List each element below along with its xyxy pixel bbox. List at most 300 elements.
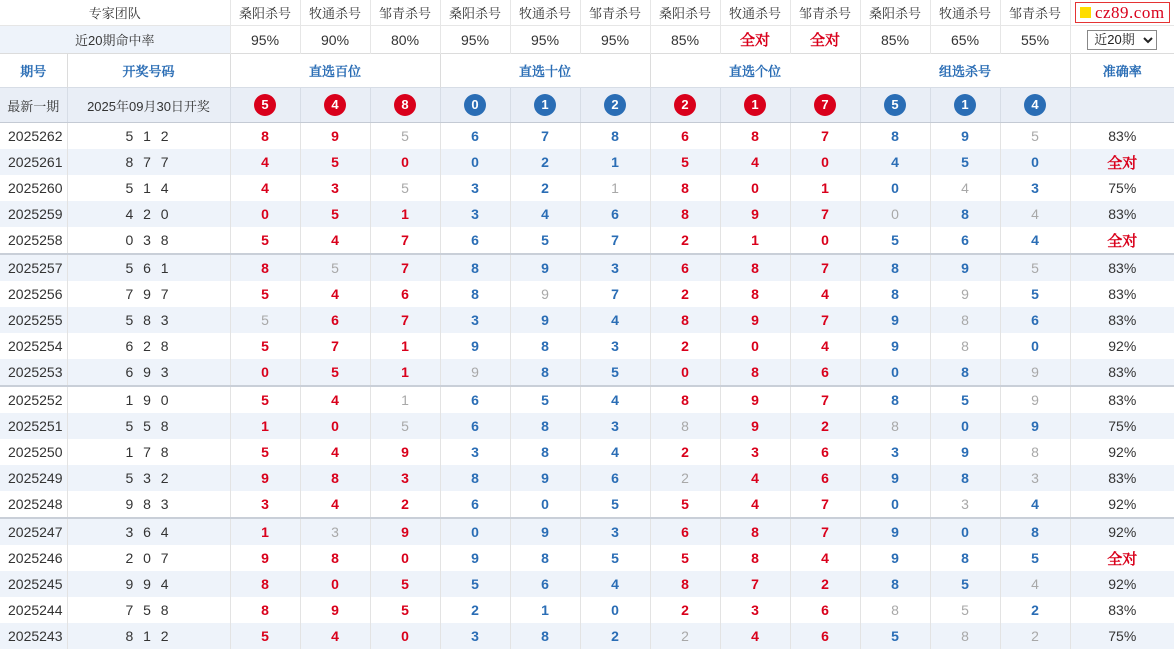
kill-number: 8 xyxy=(930,623,1000,649)
kill-number: 9 xyxy=(510,518,580,545)
kill-number: 8 xyxy=(510,359,580,386)
kill-number: 5 xyxy=(300,201,370,227)
kill-number: 3 xyxy=(440,439,510,465)
kill-number: 1 xyxy=(230,413,300,439)
draw-number: 7 5 8 xyxy=(67,597,230,623)
kill-number: 8 xyxy=(510,333,580,359)
kill-number: 5 xyxy=(370,571,440,597)
kill-number: 2 xyxy=(650,439,720,465)
kill-number: 8 xyxy=(860,571,930,597)
kill-number: 5 xyxy=(300,359,370,386)
kill-number: 4 xyxy=(790,281,860,307)
kill-number: 0 xyxy=(720,175,790,201)
issue-number: 2025254 xyxy=(8,338,63,354)
kill-number: 5 xyxy=(1000,281,1070,307)
draw-number: 4 2 0 xyxy=(67,201,230,227)
period-select-cell xyxy=(1070,26,1174,54)
draw-number: 6 9 3 xyxy=(67,359,230,386)
kill-number: 0 xyxy=(720,333,790,359)
issue-number: 2025252 xyxy=(0,386,67,413)
accuracy-value: 92% xyxy=(1070,571,1174,597)
kill-number: 9 xyxy=(720,307,790,333)
kill-number: 9 xyxy=(860,307,930,333)
ball-cell xyxy=(370,88,440,123)
site-logo[interactable] xyxy=(1075,2,1170,23)
kill-number: 8 xyxy=(510,439,580,465)
kill-number: 6 xyxy=(440,386,510,413)
kill-number: 0 xyxy=(790,149,860,175)
hit-rate-label: 近20期命中率 xyxy=(0,26,230,54)
kill-number: 9 xyxy=(440,545,510,571)
kill-number: 6 xyxy=(1000,307,1070,333)
accuracy-value: 83% xyxy=(1070,307,1174,333)
kill-number: 3 xyxy=(580,518,650,545)
draw-number: 5 1 4 xyxy=(67,175,230,201)
kill-number: 7 xyxy=(790,491,860,518)
kill-number: 6 xyxy=(790,623,860,649)
kill-number: 4 xyxy=(790,333,860,359)
table-row xyxy=(0,571,1174,597)
ball-cell xyxy=(650,88,720,123)
kill-number: 3 xyxy=(1000,465,1070,491)
table-row xyxy=(0,333,1174,359)
team-label: 专家团队 xyxy=(0,0,230,26)
kill-number: 8 xyxy=(720,545,790,571)
issue-number: 2025251 xyxy=(0,413,67,439)
kill-number: 5 xyxy=(650,149,720,175)
kill-number: 0 xyxy=(580,597,650,623)
draw-number: 5 1 2 xyxy=(67,123,230,150)
kill-number: 6 xyxy=(440,123,510,150)
kill-number: 4 xyxy=(1000,227,1070,254)
kill-number: 1 xyxy=(720,227,790,254)
kill-number: 1 xyxy=(370,386,440,413)
kill-number: 2 xyxy=(650,333,720,359)
kill-number: 6 xyxy=(650,254,720,281)
kill-number: 8 xyxy=(720,281,790,307)
kill-number: 9 xyxy=(300,123,370,150)
accuracy-value: 75% xyxy=(1070,623,1174,649)
ball-cell xyxy=(860,88,930,123)
table-row xyxy=(0,386,1174,413)
kill-number: 3 xyxy=(580,333,650,359)
ball-cell xyxy=(440,88,510,123)
kill-number: 8 xyxy=(720,123,790,150)
ball-cell xyxy=(580,88,650,123)
kill-number: 6 xyxy=(580,465,650,491)
kill-number: 4 xyxy=(580,439,650,465)
kill-number: 5 xyxy=(1000,254,1070,281)
hit-rate: 85% xyxy=(860,26,930,54)
kill-number: 5 xyxy=(930,571,1000,597)
number-ball: 1 xyxy=(954,94,976,116)
period-select[interactable] xyxy=(1087,30,1157,50)
kill-number: 3 xyxy=(1000,175,1070,201)
kill-number: 3 xyxy=(440,201,510,227)
kill-number: 8 xyxy=(860,123,930,150)
expert-name: 邹青杀号 xyxy=(370,0,440,26)
kill-number: 0 xyxy=(1000,333,1070,359)
kill-number: 9 xyxy=(930,439,1000,465)
accuracy-value: 83% xyxy=(1070,123,1174,150)
accuracy-value: 75% xyxy=(1070,175,1174,201)
kill-number: 9 xyxy=(720,201,790,227)
accuracy-value: 83% xyxy=(1070,597,1174,623)
kill-number: 8 xyxy=(860,413,930,439)
number-ball: 4 xyxy=(1024,94,1046,116)
table-row xyxy=(0,545,1174,571)
kill-number: 4 xyxy=(1000,571,1070,597)
table-row xyxy=(0,149,1174,175)
kill-number: 0 xyxy=(370,545,440,571)
kill-number: 5 xyxy=(230,281,300,307)
kill-number: 8 xyxy=(930,201,1000,227)
hit-rate-row xyxy=(0,26,1174,54)
kill-number: 7 xyxy=(580,227,650,254)
kill-number: 7 xyxy=(790,123,860,150)
number-ball: 2 xyxy=(604,94,626,116)
draw-number: 8 1 2 xyxy=(67,623,230,649)
kill-number: 2 xyxy=(790,571,860,597)
kill-number: 9 xyxy=(510,465,580,491)
table-row xyxy=(0,491,1174,518)
expert-name: 牧通杀号 xyxy=(510,0,580,26)
col-issue: 期号 xyxy=(0,54,67,88)
expert-header-row xyxy=(0,0,1174,26)
kill-number: 8 xyxy=(440,465,510,491)
number-ball: 7 xyxy=(814,94,836,116)
kill-number: 5 xyxy=(230,227,300,254)
kill-number: 3 xyxy=(300,518,370,545)
kill-number: 8 xyxy=(650,307,720,333)
kill-number: 5 xyxy=(930,597,1000,623)
kill-number: 0 xyxy=(650,359,720,386)
kill-number: 5 xyxy=(370,413,440,439)
kill-number: 6 xyxy=(930,227,1000,254)
kill-number: 4 xyxy=(580,571,650,597)
table-row xyxy=(0,465,1174,491)
kill-number: 0 xyxy=(370,149,440,175)
hit-rate: 95% xyxy=(510,26,580,54)
kill-number: 5 xyxy=(580,545,650,571)
kill-number: 4 xyxy=(300,227,370,254)
kill-number: 8 xyxy=(720,254,790,281)
kill-number: 9 xyxy=(930,281,1000,307)
logo-text: cz89.com xyxy=(1094,3,1165,22)
kill-number: 2 xyxy=(650,465,720,491)
kill-number: 9 xyxy=(510,281,580,307)
kill-number: 8 xyxy=(860,386,930,413)
accuracy-value: 83% xyxy=(1070,465,1174,491)
kill-number: 5 xyxy=(510,227,580,254)
accuracy-value: 83% xyxy=(1070,281,1174,307)
table-row xyxy=(0,439,1174,465)
table-row xyxy=(0,359,1174,386)
kill-number: 0 xyxy=(790,227,860,254)
draw-number: 7 9 7 xyxy=(67,281,230,307)
hit-rate: 90% xyxy=(300,26,370,54)
col-group: 组选杀号 xyxy=(860,54,1070,88)
issue-number: 2025250 xyxy=(8,444,63,460)
table-row xyxy=(0,227,1174,254)
table-row xyxy=(0,281,1174,307)
kill-number: 9 xyxy=(930,254,1000,281)
kill-number: 4 xyxy=(300,439,370,465)
issue-number: 2025253 xyxy=(0,359,67,386)
kill-number: 8 xyxy=(1000,439,1070,465)
kill-number: 0 xyxy=(510,491,580,518)
kill-number: 8 xyxy=(650,175,720,201)
kill-number: 8 xyxy=(440,254,510,281)
issue-number: 2025244 xyxy=(8,602,63,618)
latest-issue-row xyxy=(0,88,1174,123)
hit-rate: 80% xyxy=(370,26,440,54)
kill-number: 8 xyxy=(300,465,370,491)
kill-number: 0 xyxy=(1000,149,1070,175)
kill-number: 5 xyxy=(230,386,300,413)
issue-number: 2025258 xyxy=(8,232,63,248)
latest-label: 最新一期 xyxy=(0,88,67,123)
expert-name: 牧通杀号 xyxy=(720,0,790,26)
kill-number: 2 xyxy=(440,597,510,623)
kill-number: 5 xyxy=(230,333,300,359)
draw-number: 5 6 1 xyxy=(67,254,230,281)
kill-number: 7 xyxy=(370,227,440,254)
kill-number: 3 xyxy=(860,439,930,465)
kill-number: 4 xyxy=(930,175,1000,201)
kill-number: 0 xyxy=(300,413,370,439)
hit-rate: 95% xyxy=(580,26,650,54)
kill-number: 4 xyxy=(300,623,370,649)
kill-number: 0 xyxy=(930,413,1000,439)
kill-number: 8 xyxy=(650,386,720,413)
kill-number: 0 xyxy=(860,359,930,386)
accuracy-value: 83% xyxy=(1070,254,1174,281)
kill-number: 1 xyxy=(230,518,300,545)
table-row xyxy=(0,201,1174,227)
kill-number: 4 xyxy=(230,175,300,201)
expert-name: 桑阳杀号 xyxy=(440,0,510,26)
expert-name: 牧通杀号 xyxy=(300,0,370,26)
number-ball: 2 xyxy=(674,94,696,116)
kill-number: 8 xyxy=(230,123,300,150)
kill-number: 0 xyxy=(440,518,510,545)
issue-number: 2025261 xyxy=(0,149,67,175)
kill-number: 2 xyxy=(650,597,720,623)
kill-number: 3 xyxy=(440,307,510,333)
kill-number: 8 xyxy=(930,307,1000,333)
issue-number: 2025246 xyxy=(8,550,63,566)
kill-number: 5 xyxy=(580,491,650,518)
column-header-row xyxy=(0,54,1174,88)
kill-number: 7 xyxy=(790,307,860,333)
kill-number: 3 xyxy=(930,491,1000,518)
col-hundreds: 直选百位 xyxy=(230,54,440,88)
kill-number: 0 xyxy=(860,175,930,201)
kill-number: 0 xyxy=(230,201,300,227)
kill-number: 5 xyxy=(1000,545,1070,571)
kill-number: 5 xyxy=(370,123,440,150)
accuracy-value: 92% xyxy=(1070,333,1174,359)
draw-number: 9 9 4 xyxy=(67,571,230,597)
kill-number: 8 xyxy=(230,254,300,281)
kill-number: 5 xyxy=(930,149,1000,175)
kill-number: 5 xyxy=(230,307,300,333)
kill-number: 9 xyxy=(510,254,580,281)
kill-number: 0 xyxy=(370,623,440,649)
kill-number: 2 xyxy=(1000,597,1070,623)
accuracy-value: 92% xyxy=(1070,518,1174,545)
kill-number: 2 xyxy=(370,491,440,518)
kill-number: 1 xyxy=(370,201,440,227)
kill-number: 1 xyxy=(510,597,580,623)
draw-number: 5 8 3 xyxy=(67,307,230,333)
kill-number: 7 xyxy=(580,281,650,307)
kill-number: 3 xyxy=(300,175,370,201)
kill-number: 0 xyxy=(930,518,1000,545)
kill-number: 8 xyxy=(230,597,300,623)
expert-name: 邹青杀号 xyxy=(790,0,860,26)
kill-number: 9 xyxy=(370,439,440,465)
issue-number: 2025243 xyxy=(0,623,67,649)
kill-number: 9 xyxy=(860,518,930,545)
kill-number: 3 xyxy=(580,413,650,439)
kill-number: 5 xyxy=(370,175,440,201)
ball-cell xyxy=(720,88,790,123)
accuracy-value: 83% xyxy=(1070,386,1174,413)
kill-number: 4 xyxy=(1000,491,1070,518)
kill-number: 6 xyxy=(580,201,650,227)
kill-number: 6 xyxy=(790,465,860,491)
kill-number: 8 xyxy=(510,545,580,571)
kill-number: 9 xyxy=(930,123,1000,150)
kill-number: 8 xyxy=(930,359,1000,386)
col-accuracy: 准确率 xyxy=(1070,54,1174,88)
number-ball: 5 xyxy=(254,94,276,116)
kill-number: 6 xyxy=(370,281,440,307)
kill-number: 4 xyxy=(580,386,650,413)
kill-number: 8 xyxy=(300,545,370,571)
hit-rate: 全对 xyxy=(720,26,790,54)
kill-number: 4 xyxy=(1000,201,1070,227)
kill-number: 5 xyxy=(650,491,720,518)
kill-number: 5 xyxy=(370,597,440,623)
kill-number: 2 xyxy=(650,281,720,307)
kill-number: 8 xyxy=(930,545,1000,571)
kill-number: 2 xyxy=(1000,623,1070,649)
kill-number: 4 xyxy=(510,201,580,227)
col-draw: 开奖号码 xyxy=(67,54,230,88)
issue-number: 2025262 xyxy=(8,128,63,144)
kill-number: 0 xyxy=(230,359,300,386)
number-ball: 0 xyxy=(464,94,486,116)
issue-number: 2025247 xyxy=(0,518,67,545)
kill-number: 5 xyxy=(860,227,930,254)
kill-number: 8 xyxy=(930,465,1000,491)
kill-number: 6 xyxy=(440,413,510,439)
kill-number: 5 xyxy=(300,149,370,175)
kill-number: 4 xyxy=(300,386,370,413)
kill-number: 2 xyxy=(650,623,720,649)
kill-number: 9 xyxy=(230,545,300,571)
col-tens: 直选十位 xyxy=(440,54,650,88)
ball-cell xyxy=(230,88,300,123)
kill-number: 8 xyxy=(580,123,650,150)
kill-number: 5 xyxy=(860,623,930,649)
kill-number: 6 xyxy=(440,227,510,254)
issue-number: 2025257 xyxy=(0,254,67,281)
kill-number: 8 xyxy=(860,597,930,623)
kill-number: 1 xyxy=(580,175,650,201)
latest-accuracy xyxy=(1070,88,1174,123)
kill-number: 9 xyxy=(300,597,370,623)
table-row xyxy=(0,623,1174,649)
kill-number: 8 xyxy=(1000,518,1070,545)
kill-number: 5 xyxy=(440,571,510,597)
accuracy-value: 全对 xyxy=(1070,149,1174,175)
kill-number: 4 xyxy=(300,491,370,518)
table-row xyxy=(0,254,1174,281)
draw-number: 6 2 8 xyxy=(67,333,230,359)
kill-number: 3 xyxy=(440,623,510,649)
kill-number: 9 xyxy=(510,307,580,333)
hit-rate: 95% xyxy=(440,26,510,54)
kill-number: 9 xyxy=(1000,359,1070,386)
kill-number: 1 xyxy=(790,175,860,201)
kill-number: 5 xyxy=(300,254,370,281)
kill-number: 6 xyxy=(790,597,860,623)
kill-number: 5 xyxy=(580,359,650,386)
kill-number: 8 xyxy=(720,359,790,386)
kill-number: 3 xyxy=(720,597,790,623)
kill-number: 4 xyxy=(300,281,370,307)
kill-number: 9 xyxy=(860,333,930,359)
logo-square-icon xyxy=(1080,7,1091,18)
ball-cell xyxy=(930,88,1000,123)
issue-number: 2025249 xyxy=(0,465,67,491)
kill-number: 1 xyxy=(370,333,440,359)
kill-number: 7 xyxy=(790,518,860,545)
draw-number: 3 6 4 xyxy=(67,518,230,545)
number-ball: 1 xyxy=(744,94,766,116)
kill-number: 8 xyxy=(510,623,580,649)
latest-draw-date: 2025年09月30日开奖 xyxy=(67,88,230,123)
draw-number: 2 0 7 xyxy=(67,545,230,571)
kill-number: 6 xyxy=(300,307,370,333)
accuracy-value: 92% xyxy=(1070,491,1174,518)
kill-number: 6 xyxy=(650,518,720,545)
kill-number: 3 xyxy=(370,465,440,491)
kill-number: 0 xyxy=(860,491,930,518)
kill-number: 7 xyxy=(790,201,860,227)
ball-cell xyxy=(300,88,370,123)
kill-number: 2 xyxy=(510,175,580,201)
kill-number: 9 xyxy=(370,518,440,545)
col-units: 直选个位 xyxy=(650,54,860,88)
expert-name: 邹青杀号 xyxy=(1000,0,1070,26)
number-ball: 8 xyxy=(394,94,416,116)
number-ball: 1 xyxy=(534,94,556,116)
expert-name: 牧通杀号 xyxy=(930,0,1000,26)
kill-number: 3 xyxy=(230,491,300,518)
issue-number: 2025255 xyxy=(0,307,67,333)
draw-number: 0 3 8 xyxy=(67,227,230,254)
kill-number: 0 xyxy=(300,571,370,597)
issue-number: 2025256 xyxy=(8,286,63,302)
kill-number: 8 xyxy=(720,518,790,545)
kill-number: 2 xyxy=(510,149,580,175)
issue-number: 2025248 xyxy=(8,496,63,512)
